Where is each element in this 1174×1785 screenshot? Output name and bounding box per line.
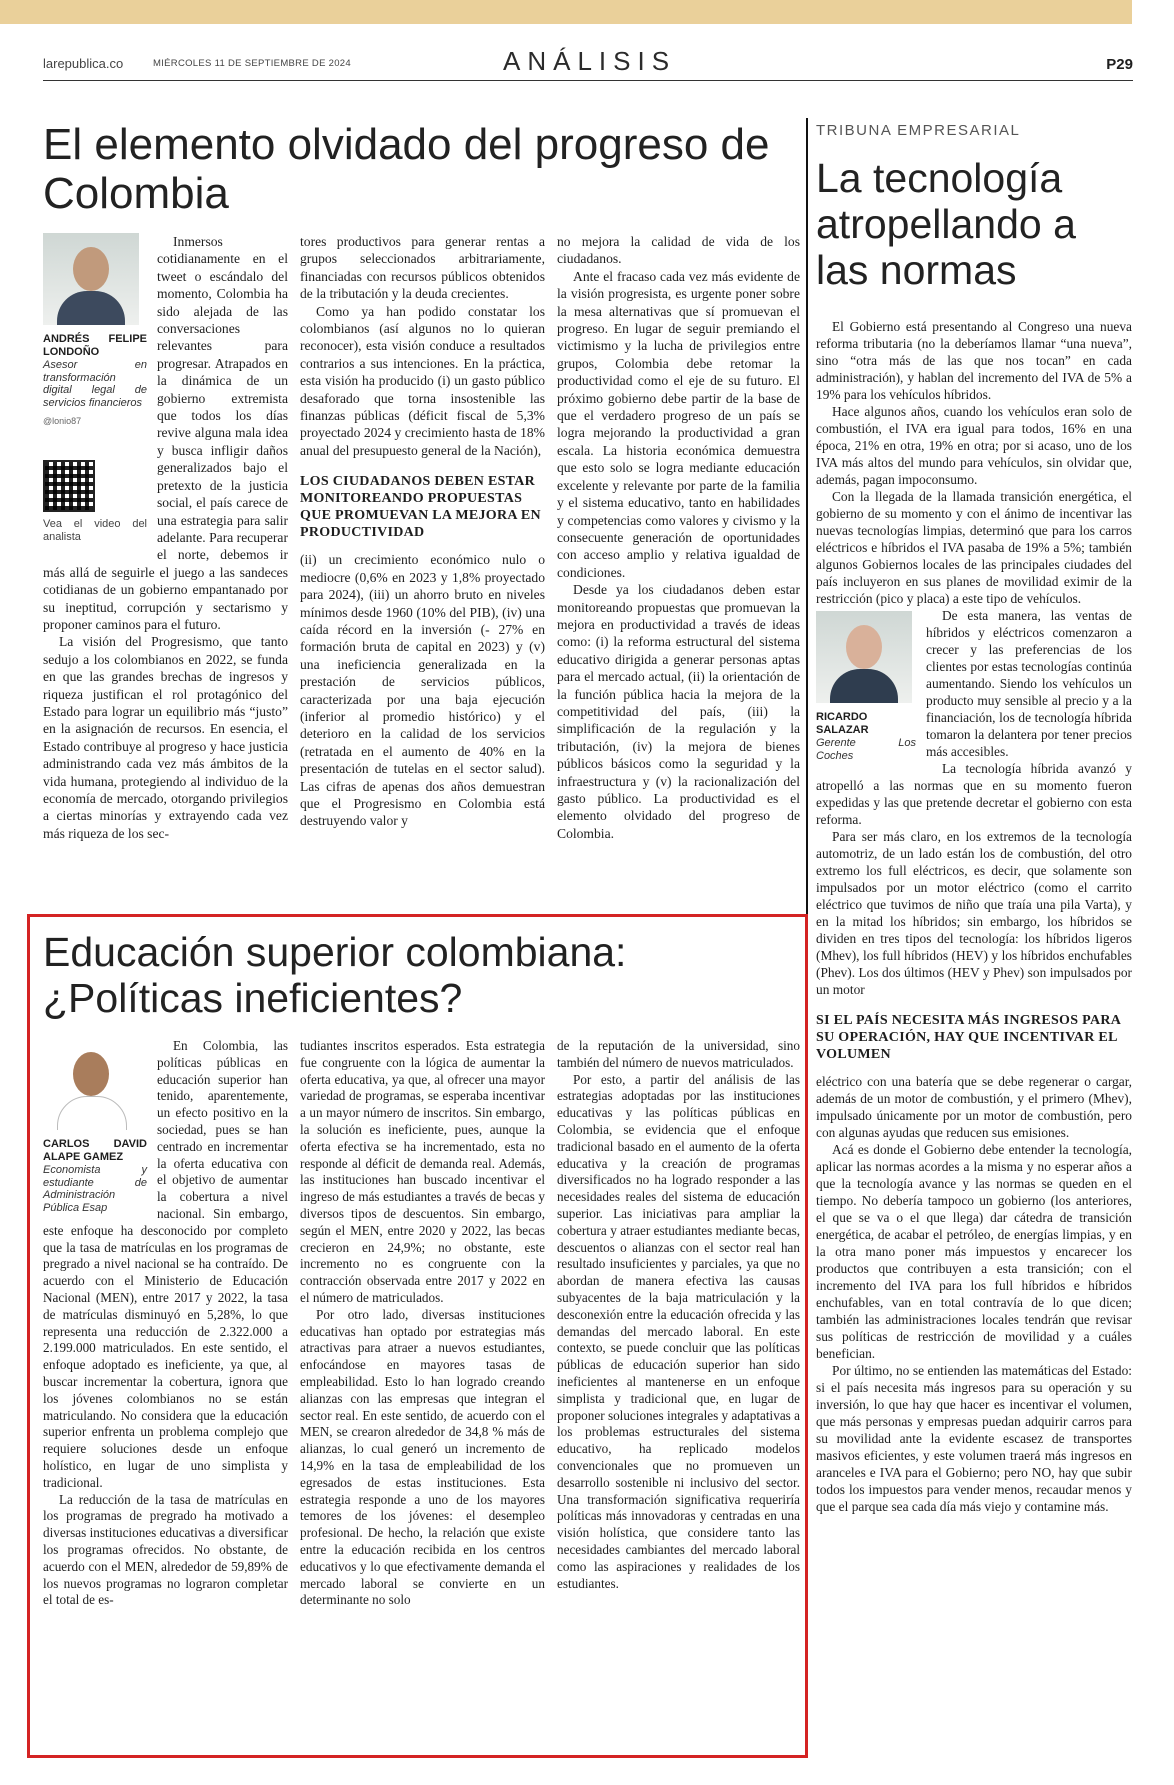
author-name: ANDRÉS FELIPE LONDOÑO [43, 333, 147, 358]
paragraph: Hace algunos años, cuando los vehículos eran solo de combustión, el IVA era igual para todos, 16% en una época, 21% en otra, 19% en otra; por si acaso, uno de los IVA más altos del mundo para vehículos, sin olvidar que, además, pagan impoconsumo. [816, 404, 1132, 487]
paragraph: tudiantes inscritos esperados. Esta estrategia fue congruente con la lógica de aumentar la oferta educativa, ya que, al ofrecer una mayor variedad de programas, se esperaba incentivar a un mayor número de inscritos. Sin embargo, la solución es ineficiente, pues, aunque la oferta efectiva se ha incrementado, esta no responde al déficit de demanda real. Además, las instituciones han buscado incentivar el ingreso de más estudiantes a través de becas y diversos tipos de descuentos. Sin embargo, según el MEN, entre 2020 y 2022, las becas crecieron en 24,9%; no obstante, este incremento no es congruente con la contracción observada entre 2017 y 2022 en el número de matriculados. [300, 1038, 545, 1305]
article2-col2 [300, 1038, 545, 1609]
author-name: CARLOS DAVID ALAPE GAMEZ [43, 1138, 147, 1163]
pull-quote: LOS CIUDADANOS DEBEN ESTAR MONITOREANDO PROPUESTAS QUE PROMUEVAN LA MEJORA EN PRODUCTIVIDAD [300, 474, 541, 541]
paragraph: Ante el fracaso cada vez más evidente de la visión progresista, es urgente poner sobre la mesa alternativas que sí promuevan el progreso. En lugar de seguir premiando el victimismo y la lucha de privilegios entre grupos, Colombia debe retomar la productividad como el eje de su futuro. El próximo gobierno debe partir de la base de que el verdadero progreso de un país se logra mejorando la productividad a gran escala. La historia económica demuestra que esto solo se logra mediante educación excelente y relevante por parte de la familia y el sistema educativo, tanto en habilidades y competencias como valores y civismo y la consecuente generación de oportunidades con acceso amplio y relativa igualdad de condiciones. [557, 268, 800, 580]
article1-author-box [43, 233, 147, 544]
article3-author-box [816, 611, 916, 762]
author-name: RICARDO SALAZAR [816, 711, 869, 736]
paragraph: Desde ya los ciudadanos deben estar monitoreando propuestas que promuevan la mejora en productividad a través de ideas como: (i) la reforma estructural del sistema educativo dirigida a generar personas aptas para el mercado actual, (ii) la orientación de la función pública hacia la mejora de la competitividad del país, (iii) la simplificación de la regulación y la tributación, (iv) la mejora de bienes públicos básicos como la seguridad y la infraestructura y (v) la racionalización del gasto público. La productividad es el elemento olvidado del progreso de Colombia. [557, 582, 800, 841]
article2-col1 [43, 1038, 288, 1609]
qr-code-icon[interactable] [43, 460, 95, 512]
article1-col2 [300, 233, 545, 830]
paragraph: de la reputación de la universidad, sino también del número de nuevos matriculados. [557, 1038, 800, 1070]
article1-title: El elemento olvidado del progreso de Colombia [43, 120, 770, 219]
article2-col3 [557, 1038, 800, 1592]
paragraph: Con la llegada de la llamada transición energética, el gobierno de su momento y con el ánimo de incentivar las nuevas tecnologías limpias, determinó que para los carros eléctricos e híbridos el IVA pasaba de 19% a 5%; también algunos Gobiernos locales de las principales ciudades del país incluyeron en sus planes de movilidad eximir de la restricción (pico y placa) a este tipo de vehículos. [816, 489, 1132, 606]
paragraph: Por otro lado, diversas instituciones educativas han optado por estrategias más atractivas para atraer a nuevos estudiantes, enfocándose en mayores tasas de empleabilidad. Esto lo han logrado creando alianzas con las empresas que integran el sector real. En este sentido, de acuerdo con el MEN, se crearon alrededor de 34,8 % más de alianzas, lo cual generó un incremento de 14,9% en la tasa de empleabilidad de los egresados de estas instituciones. Esta estrategia responde a uno de los mayores temores de los jóvenes: el desempleo profesional. De hecho, la relación que existe entre la educación recibida en los centros educativos y lo que efectivamente demanda el mercado laboral se convierte en un determinante no solo [300, 1306, 545, 1608]
section-title: ANÁLISIS [503, 46, 677, 76]
qr-caption: Vea el video del analista [43, 518, 147, 544]
paragraph: Para ser más claro, en los extremos de la tecnología automotriz, de un lado están los de combustión, del otro extremo los full eléctricos, es decir, que solamente son impulsados por un motor eléctrico (como el carrito eléctrico que tuvimos de niño que traía una pila Varta), y en la mitad los híbridos; sin embargo, los híbridos se dividen en tres tipos del tecnología: los híbridos ligeros (Mhev), los full híbridos (HEV) y los híbridos enchufables (Phev). Los dos últimos (HEV y Phev) son impulsados por un motor [816, 829, 1132, 997]
article3-title: La tecnología atropellando a las normas [816, 155, 1076, 293]
author-photo [43, 1038, 139, 1130]
paragraph: La reducción de la tasa de matrículas en los programas de pregrado ha motivado a diversas instituciones educativas a diversificar los programas ofrecidos. No obstante, de acuerdo con el MEN, alrededor de 59,89% de los nuevos programas no lograron completar el total de es- [43, 1491, 288, 1608]
paragraph: De esta manera, las ventas de híbridos y eléctricos comenzaron a crecer y las preferencias de los clientes por estas tecnologías continúa aumentando. Siendo los vehículos un producto muy sensible al precio y a la financiación, los de tecnología híbrida tomaron la delantera por tener precios más accesibles. [926, 608, 1132, 759]
article3-col [816, 318, 1132, 1515]
page-number: P29 [1106, 56, 1133, 73]
author-handle[interactable]: @lonio87 [43, 416, 82, 426]
article1-col1 [43, 233, 288, 842]
paragraph: Por último, no se entienden las matemáticas del Estado: si el país necesita más ingresos para su operación y su inversión, lo que hay que hacer es incentivar el volumen, que más personas y empresas puedan adquirir carros para su movilidad ante la evidente escasez de transportes masivos eficientes, y este volumen traerá más ingresos en aranceles e IVA para el Gobierno; pero NO, hay que subir todos los impuestos para vender menos, recaudar menos y que el parque sea cada día más viejo y contamine más. [816, 1363, 1132, 1514]
site-name[interactable]: larepublica.co [43, 56, 124, 71]
paragraph: tores productivos para generar rentas a grupos seleccionados arbitrariamente, financiadas con recursos públicos obtenidos de la tributación y la deuda crecientes. [300, 234, 545, 302]
author-photo [816, 611, 912, 703]
paragraph: (ii) un crecimiento económico nulo o mediocre (0,6% en 2023 y 1,8% proyectado para 2024), (iii) un ahorro bruto en niveles mínimos desde 1960 (10% del PIB), (iv) una caída récord en la inversión (- 27% en formación bruta de capital en 2023) y (v) una ineficiencia generalizada en la prestación de servicios públicos, caracterizada por una baja ejecución (inferior al promedio histórico) y el deterioro en la calidad de los servicios (retratada en el aumento de 40% en la presentación de tutelas en el sector salud). Las cifras de apenas dos años demuestran que el Progresismo en Colombia está destruyendo valor y [300, 552, 545, 829]
paragraph: no mejora la calidad de vida de los ciudadanos. [557, 234, 800, 267]
paragraph: Como ya han podido constatar los colombianos (así algunos no lo quieran reconocer), esta visión conduce a resultados contrarios a sus intenciones. En la práctica, esta visión ha producido (i) un gasto público desaforado que torna insostenible las finanzas públicas (déficit fiscal de 5,3% proyectado 2024 y crecimiento hasta de 18% anual del presupuesto general de la Nación), [300, 303, 545, 458]
masthead-rule [43, 80, 1133, 81]
paragraph: Por esto, a partir del análisis de las estrategias adoptadas por las instituciones educativas y las políticas públicas en Colombia, se evidencia que el enfoque tradicional basado en el aumento de la oferta educativa y la creación de programas diversificados no ha logrado responder a las necesidades reales del sistema de educación superior. Las iniciativas para ampliar la cobertura y atraer estudiantes mediante becas, descuentos o alianzas con el sector real han resultado insuficientes y parciales, ya que no abordan de manera efectiva las causas subyacentes de la baja matriculación y la desconexión entre la educación ofrecida y las demandas del mercado laboral. En este contexto, se puede concluir que las políticas públicas de educación superior han sido ineficientes al mantenerse en un enfoque simplista y tradicional que, en lugar de proponer soluciones integrales y adaptativas a los problemas estructurales del sistema educativo, ha replicado modelos convencionales que no promueven un desarrollo sostenible ni inclusivo del sector. Una transformación significativa requeriría políticas más innovadoras y centradas en una visión holística, que considere tanto las necesidades cambiantes del mercado laboral como las aspiraciones y realidades de los estudiantes. [557, 1071, 800, 1591]
article1-col3 [557, 233, 800, 842]
author-photo [43, 233, 139, 325]
article2-title: Educación superior colombiana: ¿Políticas ineficientes? [43, 929, 627, 1021]
paragraph: Acá es donde el Gobierno debe entender la tecnología, aplicar las normas acordes a la misma y no esperar años a que la tecnología avance y las normas se queden en el tiempo. No debería tampoco un gobierno (los anteriores, el que se va o el que llega) dar cátedra de transición energética, de acabar el petróleo, de energías limpias, y en la otra mano poner más impuestos y encarecer los productos que contribuyen a esta transición; con el incremento del IVA para los full híbridos e híbridos enchufables, van en total contravía de lo que dicen; también las administraciones locales tendrán que revisar sus políticas de restricción de movilidad y a cuáles benefician. [816, 1142, 1132, 1361]
article2-author-box [43, 1038, 147, 1214]
pull-quote: SI EL PAÍS NECESITA MÁS INGRESOS PARA SU OPERACIÓN, HAY QUE INCENTIVAR EL VOLUMEN [816, 1013, 1121, 1062]
paragraph: La visión del Progresismo, que tanto sedujo a los colombianos en 2022, se funda en que las grandes brechas de ingresos y riqueza justifican el rol protagónico del Estado para lograr un equilibrio más “justo” en la asignación de recursos. En esencia, el Estado contribuye al progreso y hace justicia administrando cada vez más ámbitos de la vida humana, protegiendo al individuo de la economía de mercado, otorgando privilegios a ciertas minorías y extrayendo cada vez más riqueza de los sec- [43, 634, 288, 841]
article3-kicker: TRIBUNA EMPRESARIAL [816, 122, 1021, 139]
masthead [43, 46, 1133, 78]
author-role: Asesor en transformación digital legal de servicios financieros [43, 359, 147, 409]
top-color-band [0, 0, 1132, 24]
paragraph: El Gobierno está presentando al Congreso una nueva reforma tributaria (no la deberíamos llamar “una nueva”, sino “otra más de las que nos tocan” en cada administración), y hablan del incremento del IVA de 5% a 19% para los vehículos híbridos. [816, 319, 1132, 402]
paragraph: La tecnología híbrida avanzó y atropelló a las normas que en su momento fueron expedidas y las que pretende decretar el gobierno con esta reforma. [816, 761, 1132, 827]
author-role: Gerente Los Coches [816, 737, 916, 762]
author-role: Economista y estudiante de Administración Pública Esap [43, 1164, 147, 1214]
paragraph: Inmersos cotidianamente en el tweet o escándalo del momento, Colombia ha sido alejada de las conversaciones relevantes para progresar. Atrapados en la dinámica de un gobierno extremista que todos los días revive alguna mala idea y busca infligir daños generalizados bajo el pretexto de la justicia social, el país carece de una estrategia para salir adelante. Para recuperar el norte, debemos ir más allá de seguirle el juego a las sandeces cotidianas de un gobierno empantanado por su ineptitud, corrupción y sectarismo y proponer caminos para el futuro. [43, 234, 288, 632]
paragraph: En Colombia, las políticas públicas en educación superior han tenido, aparentemente, un efecto positivo en la sociedad, pues se han centrado en incrementar la oferta educativa con el objetivo de aumentar la cobertura a nivel nacional. Sin embargo, este enfoque ha desconocido por completo que la tasa de matrículas en los programas de pregrado a nivel nacional se ha contraído. De acuerdo con el Ministerio de Educación Nacional (MEN), entre 2017 y 2022, la tasa de matrículas disminuyó en 5,28%, lo que representa una reducción de 2.322.000 a 2.199.000 matriculados. En este sentido, el enfoque adoptado es ineficiente, ya que, al buscar incrementar la cobertura, ignora que los jóvenes colombianos no se están matriculando. No considera que la educación superior enfrenta un problema complejo que requiere soluciones desde un enfoque holístico, en lugar de uno simplista y tradicional. [43, 1038, 288, 1490]
paragraph: eléctrico con una batería que se debe regenerar o cargar, además de un motor de combustión, y el primero (Mhev), impulsado únicamente por un motor de combustión, pero con algunas ayudas que reducen sus emisiones. [816, 1074, 1132, 1140]
issue-date: MIÉRCOLES 11 DE SEPTIEMBRE DE 2024 [153, 58, 351, 69]
